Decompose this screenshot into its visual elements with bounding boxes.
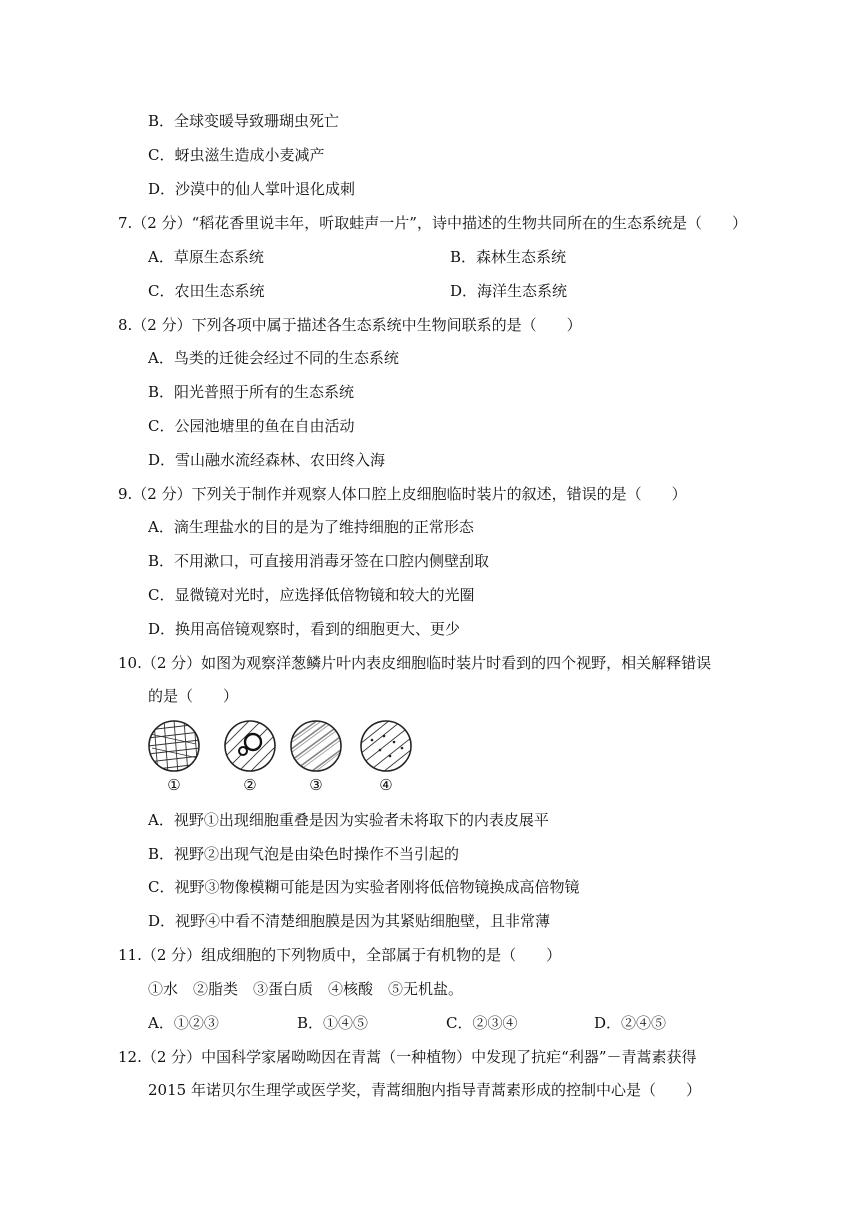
q10-option-c: C．视野③物像模糊可能是因为实验者刚将低倍物镜换成高倍物镜 (148, 878, 580, 896)
q9-option-b: B．不用漱口，可直接用消毒牙签在口腔内侧壁刮取 (148, 552, 490, 570)
q12-stem-line2: 2015 年诺贝尔生理学或医学奖，青蒿细胞内指导青蒿素形成的控制中心是（ ） (148, 1081, 701, 1099)
q11-option-b: B．①④⑤ (297, 1014, 369, 1032)
view-4-label: ④ (379, 776, 393, 794)
view-3-figure (288, 718, 344, 794)
q11-option-a: A．①②③ (148, 1014, 219, 1032)
q6-option-c: C．蚜虫滋生造成小麦减产 (148, 146, 325, 164)
q7-stem: 7.（2 分）“稻花香里说丰年，听取蛙声一片”，诗中描述的生物共同所在的生态系统是（ ） (118, 214, 747, 232)
q7-option-a: A．草原生态系统 (148, 248, 264, 266)
q9-option-a: A．滴生理盐水的目的是为了维持细胞的正常形态 (148, 518, 474, 536)
q11-option-c: C．②③④ (446, 1014, 518, 1032)
q10-option-b: B．视野②出现气泡是由染色时操作不当引起的 (148, 845, 460, 863)
view-1-figure (146, 718, 202, 794)
q10-option-a: A．视野①出现细胞重叠是因为实验者未将取下的内表皮展平 (148, 811, 549, 829)
q7-option-b: B．森林生态系统 (450, 248, 567, 266)
q9-option-c: C．显微镜对光时，应选择低倍物镜和较大的光圈 (148, 586, 475, 604)
q10-stem-line2: 的是（ ） (148, 687, 239, 705)
overlapping-cells-view (146, 718, 202, 774)
view-1-label: ① (167, 776, 181, 794)
q11-option-d: D．②④⑤ (594, 1014, 667, 1032)
q7-option-d: D．海洋生态系统 (450, 282, 568, 300)
q8-stem: 8.（2 分）下列各项中属于描述各生态系统中生物间联系的是（ ） (118, 316, 582, 334)
q10-option-d: D．视野④中看不清楚细胞膜是因为其紧贴细胞壁，且非常薄 (148, 912, 551, 930)
q8-option-a: A．鸟类的迁徙会经过不同的生态系统 (148, 349, 399, 367)
q11-items: ①水 ②脂类 ③蛋白质 ④核酸 ⑤无机盐。 (148, 980, 464, 998)
q12-stem-line1: 12.（2 分）中国科学家屠呦呦因在青蒿（一种植物）中发现了抗疟“利器”－青蒿素获得 (118, 1048, 697, 1066)
clear-cells-view (358, 718, 414, 774)
q7-option-c: C．农田生态系统 (148, 282, 265, 300)
blurry-cells-view (288, 718, 344, 774)
view-3-label: ③ (309, 776, 323, 794)
view-2-label: ② (243, 776, 257, 794)
q8-option-d: D．雪山融水流经森林、农田终入海 (148, 451, 386, 469)
q10-stem-line1: 10.（2 分）如图为观察洋葱鳞片叶内表皮细胞临时装片时看到的四个视野，相关解释错误 (118, 654, 712, 672)
q11-stem: 11.（2 分）组成细胞的下列物质中，全部属于有机物的是（ ） (118, 946, 562, 964)
q6-option-d: D．沙漠中的仙人掌叶退化成刺 (148, 180, 356, 198)
view-4-figure (358, 718, 414, 794)
q8-option-b: B．阳光普照于所有的生态系统 (148, 383, 355, 401)
view-2-figure (222, 718, 278, 794)
air-bubble-view (222, 718, 278, 774)
q6-option-b: B．全球变暖导致珊瑚虫死亡 (148, 112, 340, 130)
q8-option-c: C．公园池塘里的鱼在自由活动 (148, 417, 355, 435)
q9-stem: 9.（2 分）下列关于制作并观察人体口腔上皮细胞临时装片的叙述，错误的是（ ） (118, 485, 687, 503)
q9-option-d: D．换用高倍镜观察时，看到的细胞更大、更少 (148, 620, 461, 638)
